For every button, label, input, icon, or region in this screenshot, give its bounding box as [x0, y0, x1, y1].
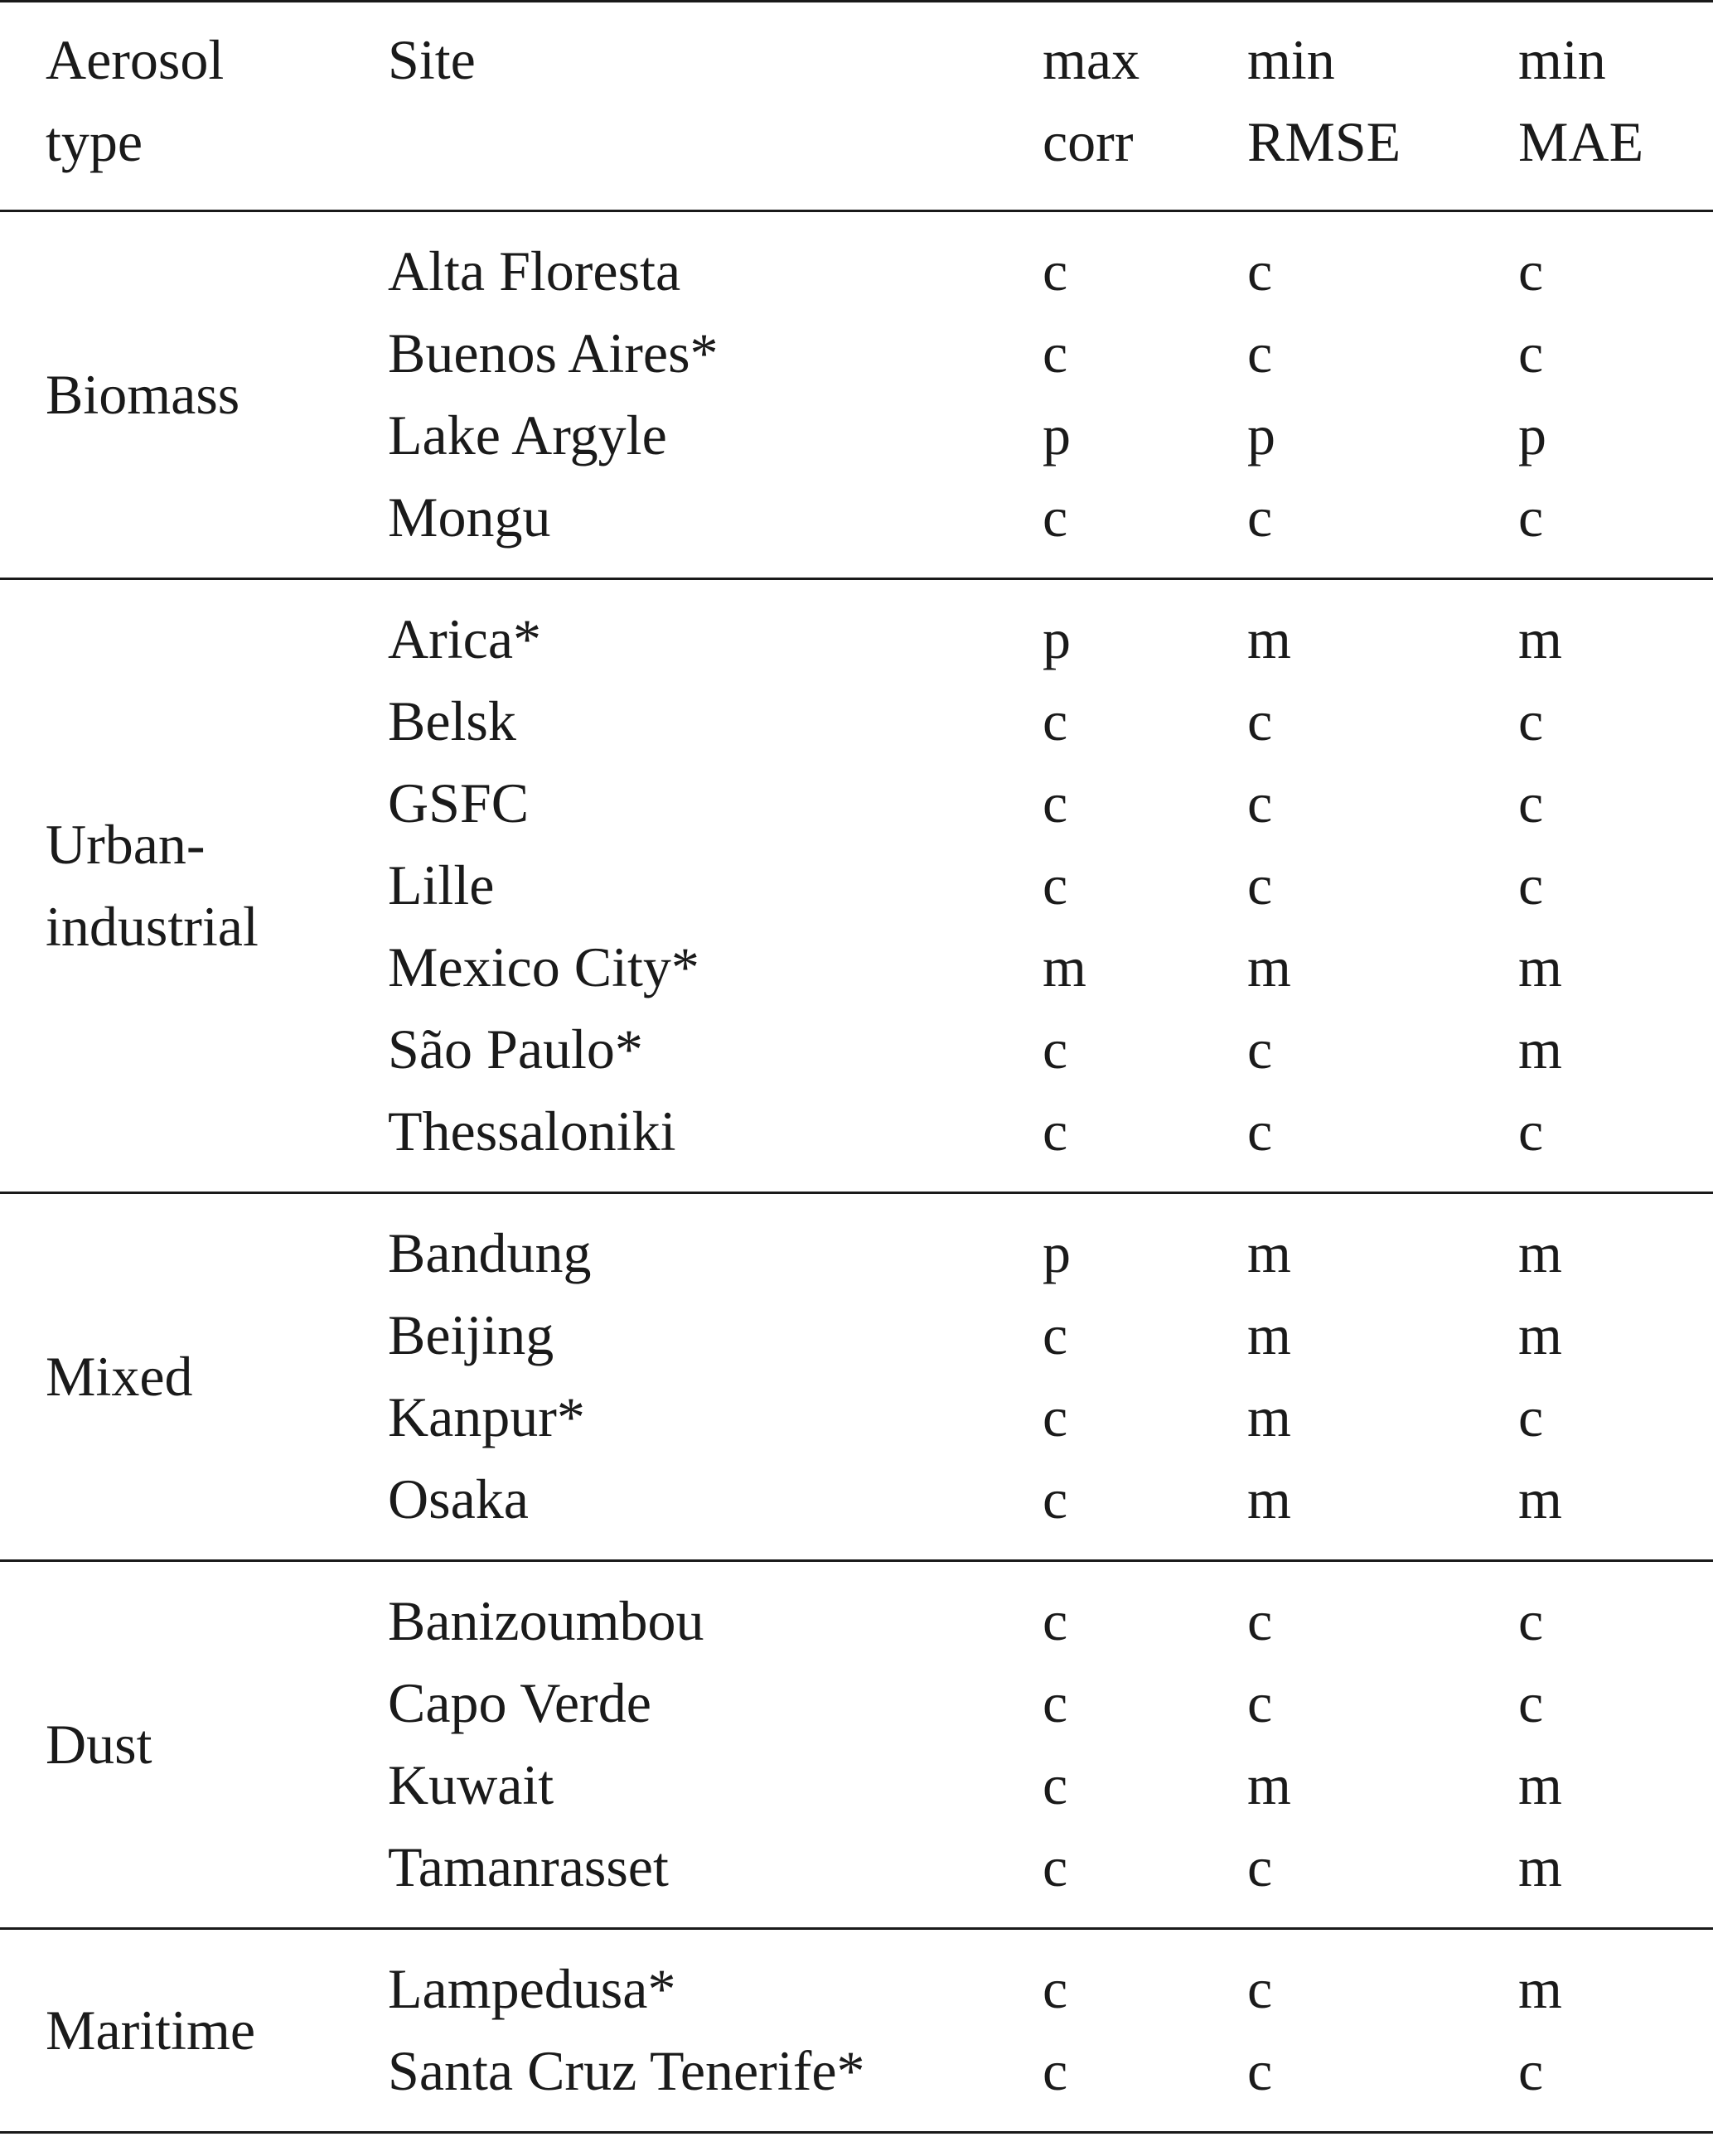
site-name: Arica*	[388, 607, 542, 670]
min-mae-value: m	[1518, 1018, 1562, 1080]
max-corr-value: p	[1043, 404, 1071, 466]
min-rmse-value: c	[1247, 2039, 1273, 2102]
header-min-mae: min	[1518, 28, 1606, 91]
site-name: Santa Cruz Tenerife*	[388, 2039, 865, 2102]
min-mae-value: m	[1518, 1835, 1562, 1898]
aerosol-type-label: Maritime	[46, 1998, 256, 2062]
site-name: Mongu	[388, 486, 551, 549]
max-corr-value: c	[1043, 1385, 1068, 1448]
max-corr-value: c	[1043, 771, 1068, 834]
min-mae-value: c	[1518, 486, 1544, 549]
site-name: Lille	[388, 853, 495, 916]
max-corr-value: c	[1043, 1303, 1068, 1366]
header-rule	[0, 210, 1713, 212]
group-separator-rule	[0, 1559, 1713, 1562]
group-separator-rule	[0, 1192, 1713, 1194]
header-min-rmse: min	[1247, 28, 1335, 91]
max-corr-value: c	[1043, 2039, 1068, 2102]
min-rmse-value: c	[1247, 1100, 1273, 1163]
min-rmse-value: m	[1247, 1221, 1291, 1284]
site-name: GSFC	[388, 771, 530, 834]
min-rmse-value: c	[1247, 1589, 1273, 1652]
site-name: Lampedusa*	[388, 1957, 676, 2020]
site-name: Mexico City*	[388, 935, 699, 998]
header-aerosol-type: Aerosol	[46, 28, 225, 91]
site-name: Tamanrasset	[388, 1835, 669, 1898]
site-name: Thessaloniki	[388, 1100, 676, 1163]
min-mae-value: m	[1518, 1303, 1562, 1366]
min-rmse-value: c	[1247, 853, 1273, 916]
min-rmse-value: m	[1247, 607, 1291, 670]
aerosol-type-label: Dust	[46, 1712, 152, 1776]
site-name: Bandung	[388, 1221, 592, 1284]
min-mae-value: p	[1518, 404, 1546, 466]
min-mae-value: c	[1518, 1589, 1544, 1652]
min-rmse-value: c	[1247, 486, 1273, 549]
site-name: São Paulo*	[388, 1018, 643, 1080]
group-separator-rule	[0, 578, 1713, 580]
site-name: Alta Floresta	[388, 239, 681, 302]
min-mae-value: c	[1518, 689, 1544, 752]
header-max-corr: corr	[1043, 110, 1134, 173]
group-separator-rule	[0, 2131, 1713, 2134]
min-mae-value: m	[1518, 1753, 1562, 1816]
min-rmse-value: c	[1247, 239, 1273, 302]
min-rmse-value: c	[1247, 321, 1273, 384]
site-name: Capo Verde	[388, 1671, 651, 1734]
min-rmse-value: c	[1247, 771, 1273, 834]
min-mae-value: m	[1518, 1221, 1562, 1284]
min-mae-value: c	[1518, 1671, 1544, 1734]
site-name: Belsk	[388, 689, 516, 752]
header-site: Site	[388, 28, 476, 91]
header-max-corr: max	[1043, 28, 1140, 91]
aerosol-type-label: Mixed	[46, 1344, 193, 1408]
site-name: Banizoumbou	[388, 1589, 704, 1652]
top-rule	[0, 0, 1713, 2]
max-corr-value: p	[1043, 1221, 1071, 1284]
header-min-mae: MAE	[1518, 110, 1644, 173]
max-corr-value: c	[1043, 1835, 1068, 1898]
max-corr-value: c	[1043, 689, 1068, 752]
site-name: Osaka	[388, 1467, 529, 1530]
max-corr-value: c	[1043, 853, 1068, 916]
site-name: Kuwait	[388, 1753, 554, 1816]
aerosol-type-label: Urban-	[46, 812, 206, 876]
max-corr-value: c	[1043, 1018, 1068, 1080]
group-separator-rule	[0, 1927, 1713, 1930]
max-corr-value: c	[1043, 1589, 1068, 1652]
min-rmse-value: m	[1247, 1385, 1291, 1448]
max-corr-value: c	[1043, 1467, 1068, 1530]
max-corr-value: m	[1043, 935, 1086, 998]
min-rmse-value: c	[1247, 1835, 1273, 1898]
max-corr-value: c	[1043, 1100, 1068, 1163]
min-mae-value: c	[1518, 771, 1544, 834]
max-corr-value: c	[1043, 321, 1068, 384]
max-corr-value: c	[1043, 1957, 1068, 2020]
min-rmse-value: m	[1247, 935, 1291, 998]
max-corr-value: p	[1043, 607, 1071, 670]
min-mae-value: m	[1518, 1957, 1562, 2020]
min-rmse-value: m	[1247, 1303, 1291, 1366]
min-mae-value: c	[1518, 1100, 1544, 1163]
aerosol-type-label: industrial	[46, 894, 259, 958]
site-name: Kanpur*	[388, 1385, 585, 1448]
header-min-rmse: RMSE	[1247, 110, 1401, 173]
min-mae-value: m	[1518, 607, 1562, 670]
min-rmse-value: c	[1247, 689, 1273, 752]
min-mae-value: c	[1518, 1385, 1544, 1448]
max-corr-value: c	[1043, 1671, 1068, 1734]
min-rmse-value: p	[1247, 404, 1275, 466]
max-corr-value: c	[1043, 1753, 1068, 1816]
min-mae-value: c	[1518, 853, 1544, 916]
max-corr-value: c	[1043, 239, 1068, 302]
min-rmse-value: c	[1247, 1018, 1273, 1080]
header-aerosol-type: type	[46, 110, 143, 173]
aerosol-type-label: Biomass	[46, 362, 240, 426]
min-rmse-value: m	[1247, 1467, 1291, 1530]
min-mae-value: c	[1518, 321, 1544, 384]
site-name: Beijing	[388, 1303, 554, 1366]
min-rmse-value: c	[1247, 1957, 1273, 2020]
site-name: Lake Argyle	[388, 404, 667, 466]
min-rmse-value: c	[1247, 1671, 1273, 1734]
min-mae-value: m	[1518, 935, 1562, 998]
min-mae-value: m	[1518, 1467, 1562, 1530]
site-name: Buenos Aires*	[388, 321, 719, 384]
min-mae-value: c	[1518, 2039, 1544, 2102]
min-mae-value: c	[1518, 239, 1544, 302]
max-corr-value: c	[1043, 486, 1068, 549]
min-rmse-value: m	[1247, 1753, 1291, 1816]
